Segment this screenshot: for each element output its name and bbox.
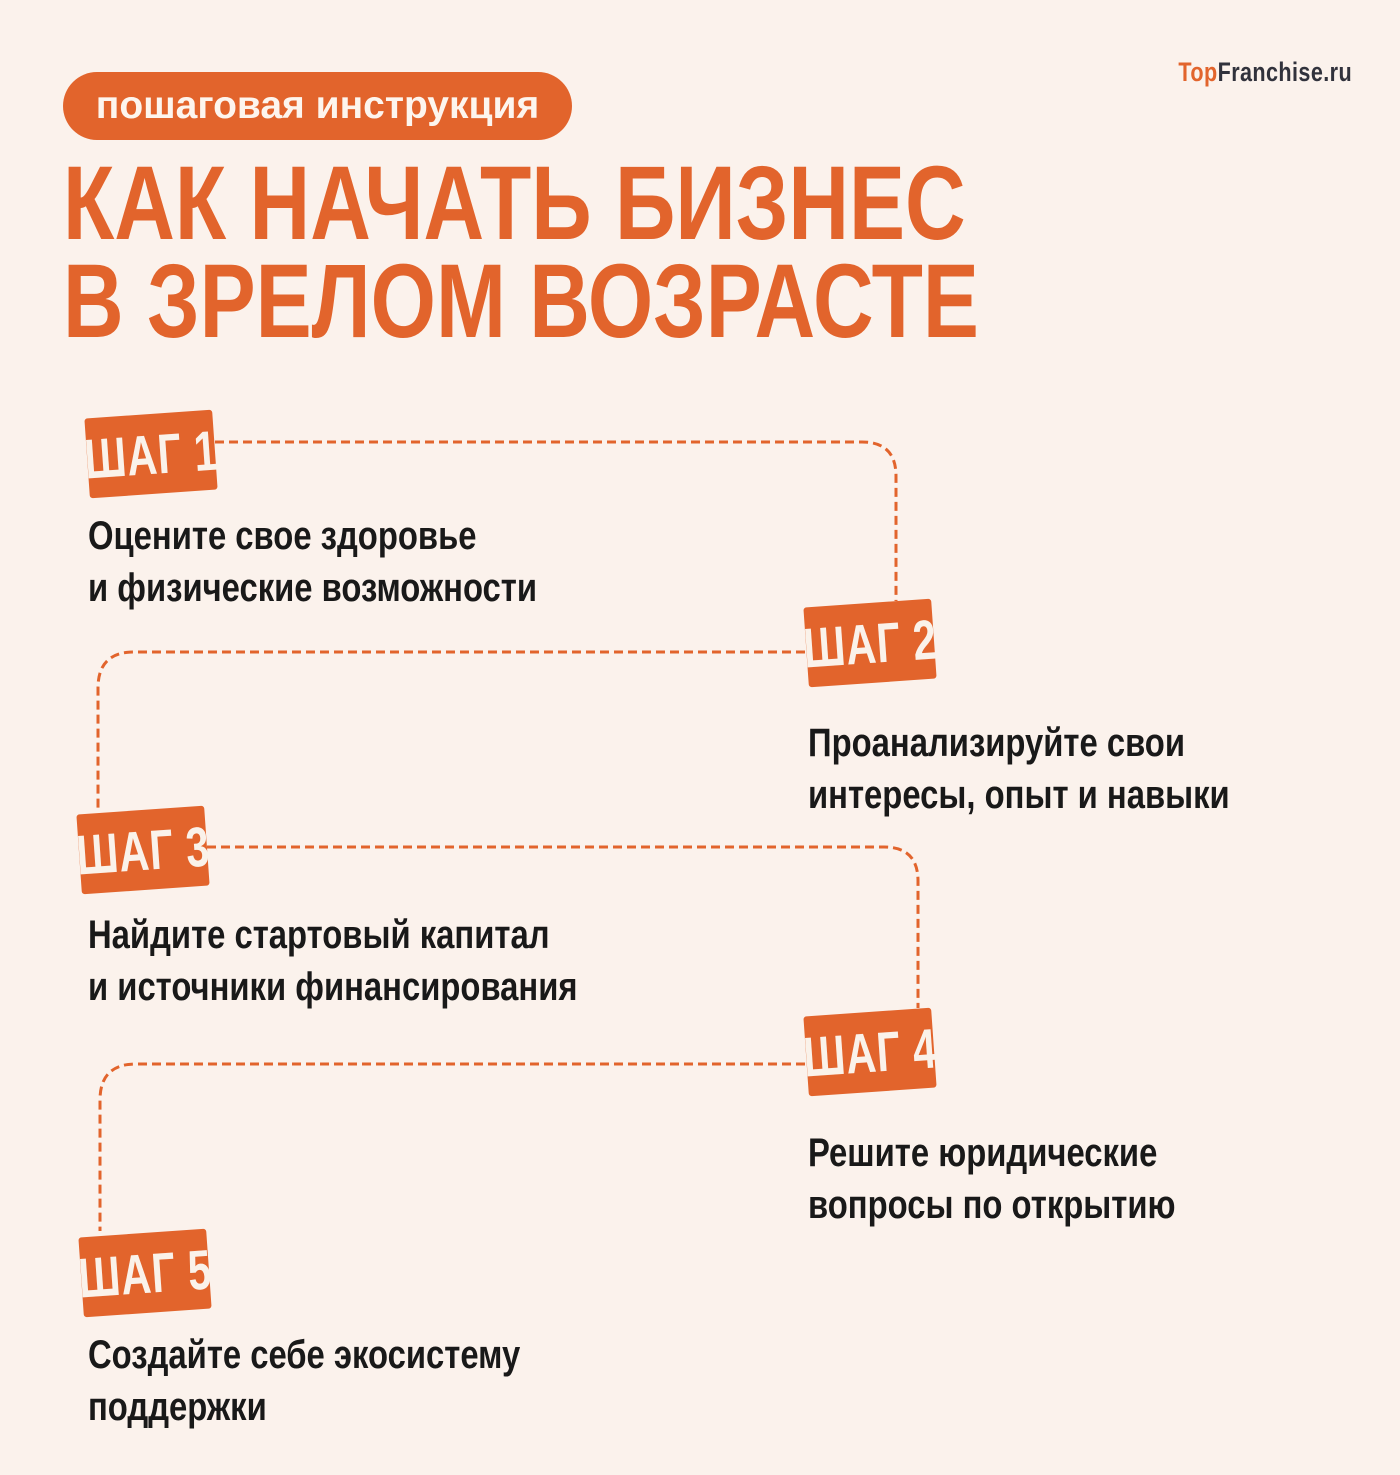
page-title bbox=[63, 145, 979, 360]
instruction-tag-label: пошаговая инструкция bbox=[95, 84, 540, 127]
step-4-description-line-1: Решите юридические bbox=[808, 1131, 1158, 1175]
connector-step2-step3 bbox=[98, 652, 805, 808]
title-line-1: КАК НАЧАТЬ БИЗНЕС bbox=[63, 145, 966, 262]
instruction-tag-pill bbox=[63, 72, 572, 140]
step-2-description-line-2: интересы, опыт и навыки bbox=[808, 773, 1230, 817]
step-1-description-line-1: Оцените свое здоровье bbox=[88, 514, 477, 558]
step-4-description bbox=[808, 1127, 1176, 1231]
step-3-badge-label: ШАГ 3 bbox=[74, 813, 212, 887]
step-5-description bbox=[88, 1329, 520, 1433]
step-1-description-line-2: и физические возможности bbox=[88, 566, 538, 610]
step-4-badge bbox=[801, 1008, 939, 1097]
step-5-description-line-1: Создайте себе экосистему bbox=[88, 1333, 521, 1377]
logo-suffix: Franchise.ru bbox=[1217, 57, 1352, 87]
step-3-badge bbox=[74, 806, 212, 895]
step-2-description-line-1: Проанализируйте свои bbox=[808, 721, 1186, 765]
logo-prefix: Top bbox=[1178, 57, 1218, 87]
step-2-badge-label: ШАГ 2 bbox=[801, 606, 939, 680]
step-1-description bbox=[88, 510, 537, 614]
step-2-description bbox=[808, 717, 1230, 821]
step-5-description-line-2: поддержки bbox=[88, 1385, 267, 1429]
step-3-description-line-1: Найдите стартовый капитал bbox=[88, 913, 550, 957]
brand-logo bbox=[1178, 57, 1352, 88]
step-2-badge bbox=[801, 599, 939, 688]
title-line-2: В ЗРЕЛОМ ВОЗРАСТЕ bbox=[63, 243, 979, 360]
step-3-description-line-2: и источники финансирования bbox=[88, 965, 578, 1009]
step-5-badge-label: ШАГ 5 bbox=[76, 1236, 214, 1310]
step-1-badge bbox=[82, 410, 220, 499]
step-4-badge-label: ШАГ 4 bbox=[801, 1015, 939, 1089]
step-5-badge bbox=[76, 1229, 214, 1318]
step-4-description-line-2: вопросы по открытию bbox=[808, 1183, 1176, 1227]
step-1-badge-label: ШАГ 1 bbox=[82, 417, 220, 491]
step-3-description bbox=[88, 909, 578, 1013]
connector-step4-step5 bbox=[100, 1064, 805, 1231]
